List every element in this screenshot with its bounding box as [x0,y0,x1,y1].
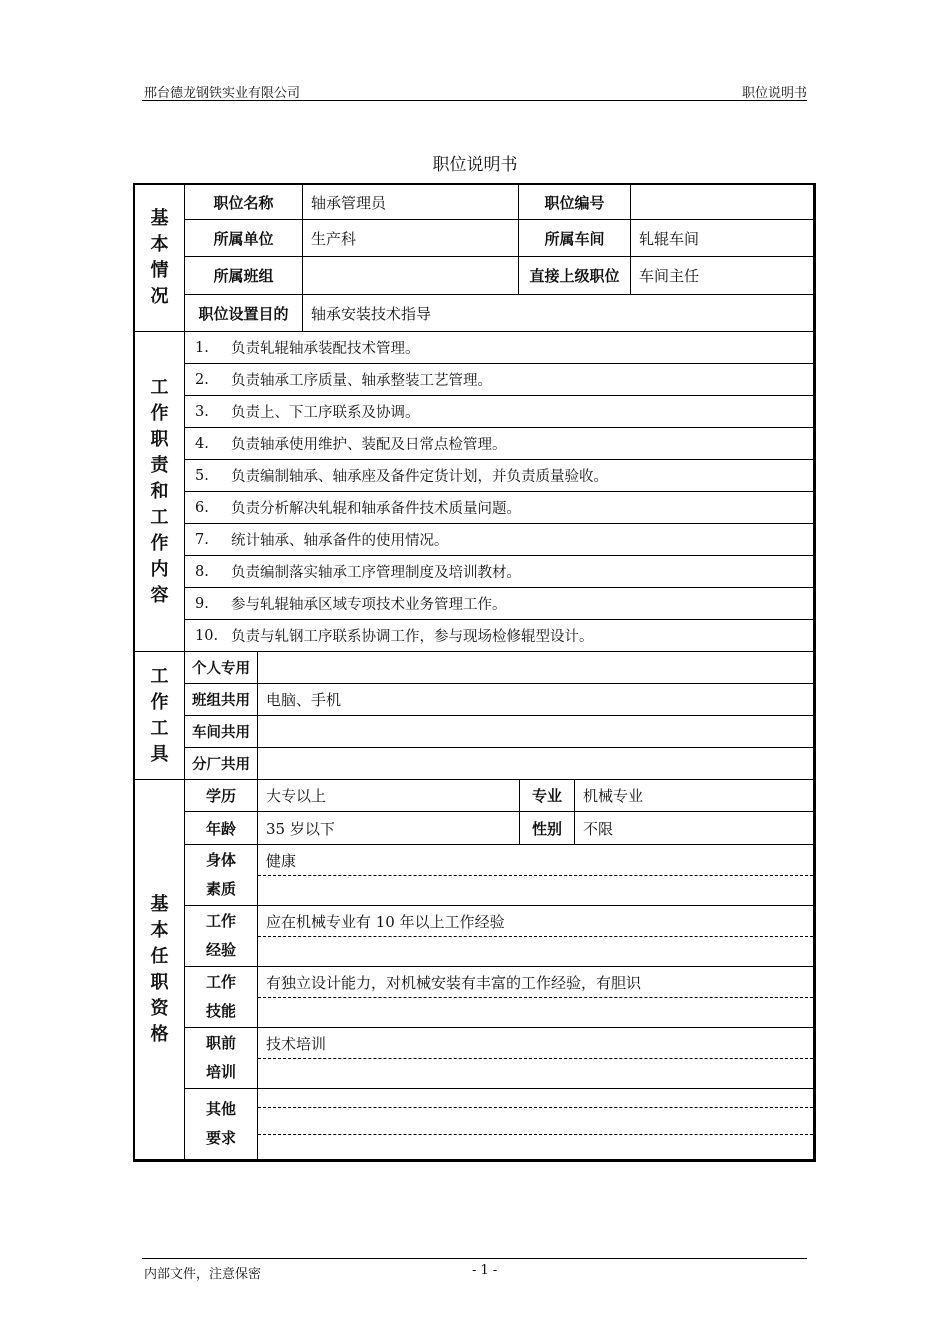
tool-row-label: 分厂共用 [185,748,258,780]
section-tools: 工作工具 [135,652,185,780]
skills-value: 有独立设计能力，对机械安装有丰富的工作经验，有胆识 [258,967,813,1028]
section-duties: 工作职责和工作内容 [135,332,185,652]
workshop-label: 所属车间 [519,220,631,257]
skills-label: 工作 技能 [185,967,258,1028]
superior-label: 直接上级职位 [519,257,631,295]
section-basic-info: 基本情况 [135,185,185,332]
tool-row-value: 电脑、手机 [258,684,813,716]
position-code-label: 职位编号 [519,185,631,220]
gender-label: 性别 [520,812,575,845]
dashed-line [258,997,813,998]
other-label: 其他 要求 [185,1089,258,1159]
dept-label: 所属单位 [185,220,303,257]
confidential-note: 内部文件，注意保密 [144,1267,262,1282]
header-doc-type: 职位说明书 [741,86,807,101]
tool-row-value [258,716,813,748]
duty-item: 3. 负责上、下工序联系及协调。 [185,396,813,428]
section-qualifications: 基本任职资格 [135,780,185,1159]
gender-value: 不限 [575,812,813,845]
duty-item: 2. 负责轴承工序质量、轴承整装工艺管理。 [185,364,813,396]
position-name-value: 轴承管理员 [303,185,519,220]
page-header [142,80,807,101]
tool-row-value [258,748,813,780]
document-title: 职位说明书 [432,155,518,175]
tool-row-label: 班组共用 [185,684,258,716]
major-value: 机械专业 [575,780,813,812]
duty-item: 8. 负责编制落实轴承工序管理制度及培训教材。 [185,556,813,588]
duty-item: 10. 负责与轧钢工序联系协调工作，参与现场检修辊型设计。 [185,620,813,652]
other-value [258,1089,813,1159]
dashed-line [258,875,813,876]
superior-value: 车间主任 [631,257,813,295]
age-label: 年龄 [185,812,258,845]
company-name: 邢台德龙钢铁实业有限公司 [144,86,301,101]
duty-item: 1. 负责轧辊轴承装配技术管理。 [185,332,813,364]
purpose-value: 轴承安装技术指导 [303,295,813,332]
dept-value: 生产科 [303,220,519,257]
training-value: 技术培训 [258,1028,813,1089]
age-value: 35 岁以下 [258,812,520,845]
dashed-line [258,1134,813,1135]
physical-label: 身体 素质 [185,845,258,906]
dashed-line [258,1107,813,1108]
tool-row-label: 车间共用 [185,716,258,748]
major-label: 专业 [520,780,575,812]
team-value [303,257,519,295]
physical-value: 健康 [258,845,813,906]
duty-item: 5. 负责编制轴承、轴承座及备件定货计划，并负责质量验收。 [185,460,813,492]
tool-row-label: 个人专用 [185,652,258,684]
education-label: 学历 [185,780,258,812]
dashed-line [258,1058,813,1059]
duty-item: 4. 负责轴承使用维护、装配及日常点检管理。 [185,428,813,460]
tool-row-value [258,652,813,684]
page-footer [142,1258,807,1281]
duty-item: 6. 负责分析解决轧辊和轴承备件技术质量问题。 [185,492,813,524]
experience-value: 应在机械专业有 10 年以上工作经验 [258,906,813,967]
page-number: - 1 - [472,1263,498,1278]
training-label: 职前 培训 [185,1028,258,1089]
purpose-label: 职位设置目的 [185,295,303,332]
team-label: 所属班组 [185,257,303,295]
position-name-label: 职位名称 [185,185,303,220]
education-value: 大专以上 [258,780,520,812]
job-description-table [133,183,816,1162]
experience-label: 工作 经验 [185,906,258,967]
dashed-line [258,936,813,937]
position-code-value [631,185,813,220]
duty-item: 7. 统计轴承、轴承备件的使用情况。 [185,524,813,556]
duty-item: 9. 参与轧辊轴承区域专项技术业务管理工作。 [185,588,813,620]
workshop-value: 轧辊车间 [631,220,813,257]
